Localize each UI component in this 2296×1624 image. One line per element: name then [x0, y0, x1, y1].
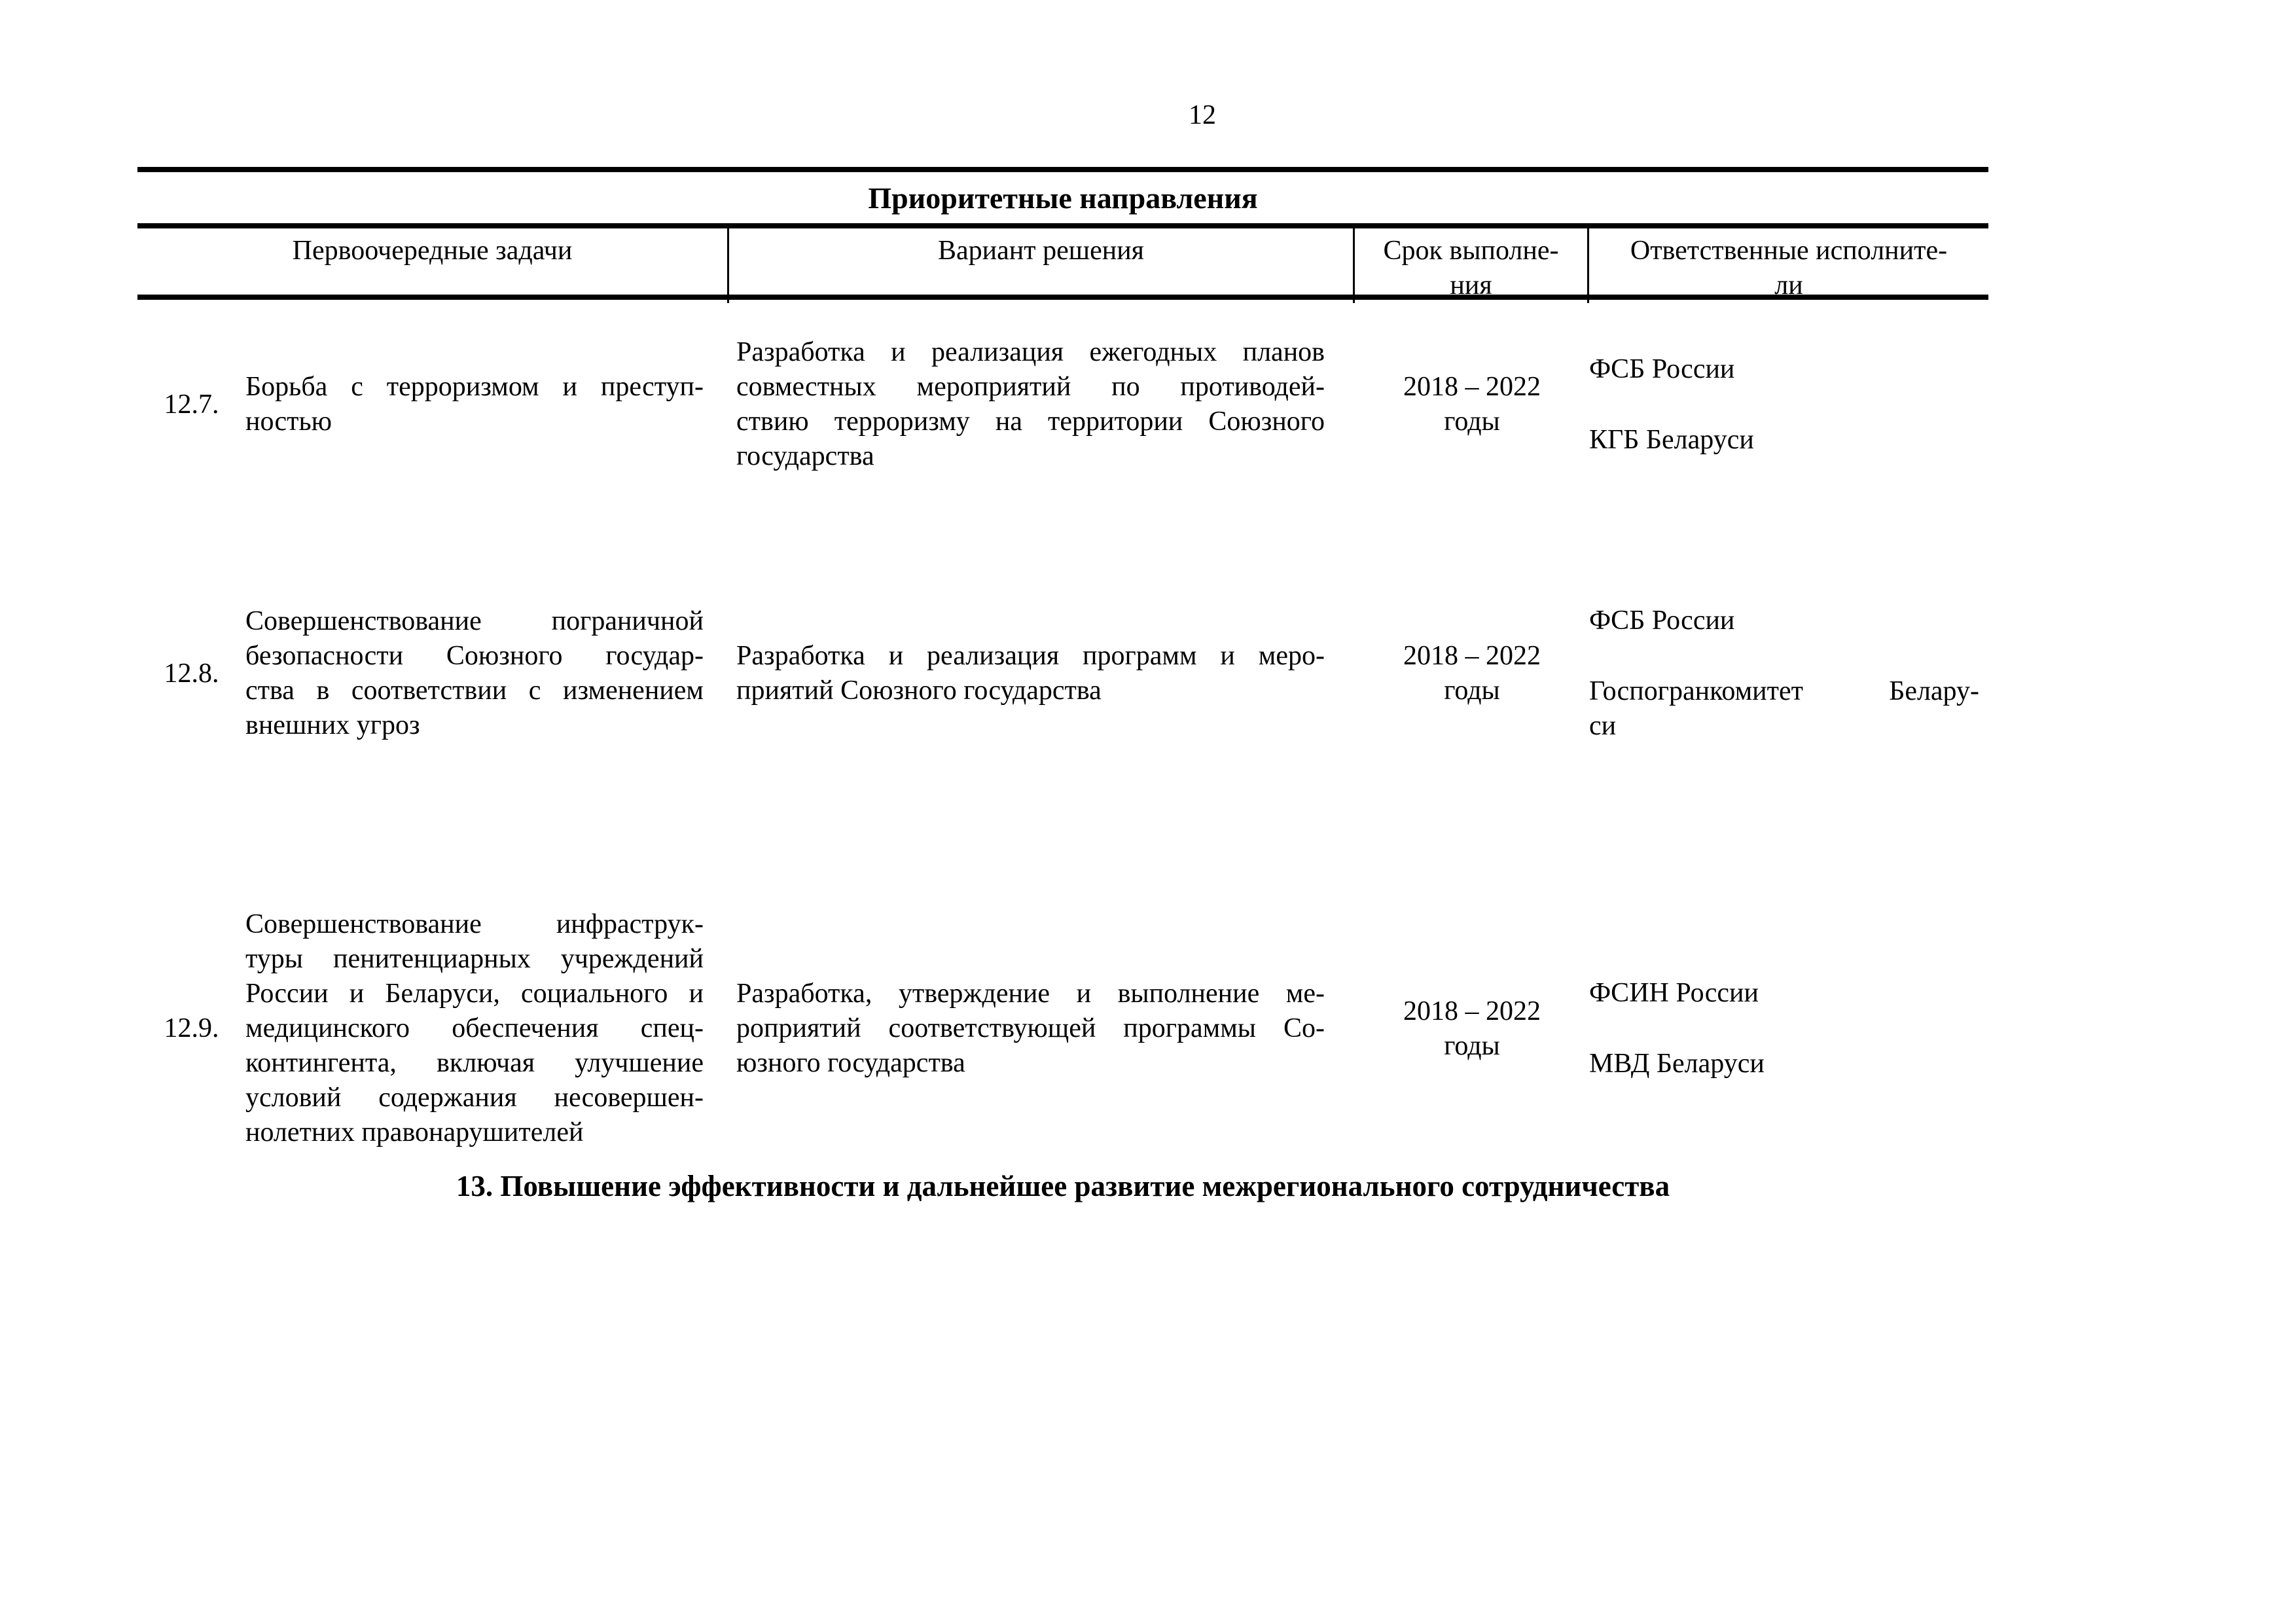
text-line: Первоочередные задачи — [292, 236, 573, 266]
responsible-entry — [1589, 1047, 1979, 1081]
cell-term — [1355, 994, 1589, 1064]
priorities-table — [137, 167, 1988, 1204]
text-line: 2018 – 2022 — [1403, 372, 1541, 402]
text-line: Разработка и реализация программ и меро- — [736, 641, 1325, 671]
text-line: ФСИН России — [1589, 978, 1759, 1008]
cell-responsible — [1589, 604, 1988, 744]
text-line: КГБ Беларуси — [1589, 424, 1754, 455]
text-line: Срок выполне- — [1383, 236, 1559, 266]
row-number: 12.8. — [164, 658, 219, 689]
column-header-term — [1355, 228, 1589, 303]
text-line: годы — [1444, 406, 1500, 437]
text-line: годы — [1444, 1030, 1500, 1061]
text-line: контингента, включая улучшение — [245, 1048, 704, 1078]
text-line: Совершенствование пограничной — [245, 606, 704, 636]
responsible-entry — [1589, 674, 1979, 744]
column-header-solution — [729, 228, 1355, 303]
text-line: нолетних правонарушителей — [245, 1117, 584, 1147]
responsible-entry — [1589, 604, 1979, 638]
cell-solution — [729, 639, 1355, 708]
cell-responsible — [1589, 976, 1988, 1081]
text-line: ли — [1774, 270, 1803, 300]
text-line: Совершенствование инфраструк- — [245, 909, 704, 939]
text-line: роприятий соответствующей программы Со- — [736, 1013, 1325, 1043]
text-line: медицинского обеспечения спец- — [245, 1013, 704, 1043]
text-line: совместных мероприятий по противодей- — [736, 372, 1325, 402]
text-line: ФСБ России — [1589, 353, 1735, 384]
cell-task — [245, 604, 729, 743]
section-13-heading: 13. Повышение эффективности и дальнейшее развитие межрегионального сотрудничества — [456, 1170, 1670, 1202]
text-line: ФСБ России — [1589, 605, 1735, 636]
text-line: Госпогранкомитет Белару- — [1589, 676, 1979, 706]
text-line: туры пенитенциарных учреждений — [245, 944, 704, 974]
text-line: России и Беларуси, социального и — [245, 979, 704, 1009]
text-line: Борьба с терроризмом и преступ- — [245, 372, 704, 402]
text-line: государства — [736, 441, 874, 471]
table-header-row — [137, 223, 1988, 300]
text-line: ствию терроризму на территории Союзного — [736, 406, 1325, 437]
cell-solution — [729, 977, 1355, 1081]
page-number: 12 — [1189, 100, 1216, 130]
text-line: си — [1589, 711, 1617, 741]
cell-term — [1355, 370, 1589, 439]
table-title: Приоритетные направления — [137, 167, 1988, 223]
text-line: ния — [1450, 270, 1492, 300]
text-line: ностью — [245, 406, 332, 437]
text-line: приятий Союзного государства — [736, 676, 1102, 706]
cell-task — [245, 370, 729, 439]
text-line: безопасности Союзного государ- — [245, 641, 704, 671]
row-number: 12.7. — [164, 389, 219, 420]
cell-task — [245, 907, 729, 1150]
responsible-entry — [1589, 423, 1979, 458]
text-line: юзного государства — [736, 1048, 965, 1078]
text-line: МВД Беларуси — [1589, 1049, 1765, 1079]
text-line: годы — [1444, 676, 1500, 706]
responsible-entry — [1589, 976, 1979, 1011]
text-line: 2018 – 2022 — [1403, 996, 1541, 1026]
table-row — [137, 335, 1988, 474]
text-line: Разработка и реализация ежегодных планов — [736, 337, 1325, 367]
text-line: внешних угроз — [245, 710, 420, 740]
column-header-responsible — [1589, 228, 1988, 303]
table-rows — [137, 335, 1988, 1150]
cell-responsible — [1589, 352, 1988, 458]
text-line: Ответственные исполните- — [1630, 236, 1948, 266]
text-line: 2018 – 2022 — [1403, 641, 1541, 671]
responsible-entry — [1589, 352, 1979, 387]
text-line: Разработка, утверждение и выполнение ме- — [736, 979, 1325, 1009]
text-line: ства в соответствии с изменением — [245, 676, 704, 706]
cell-term — [1355, 639, 1589, 708]
cell-solution — [729, 335, 1355, 474]
text-line: условий содержания несовершен- — [245, 1083, 704, 1113]
text-line: Вариант решения — [938, 236, 1144, 266]
table-row — [137, 907, 1988, 1150]
row-number: 12.9. — [164, 1013, 219, 1043]
column-header-tasks — [137, 228, 729, 303]
table-row — [137, 604, 1988, 744]
